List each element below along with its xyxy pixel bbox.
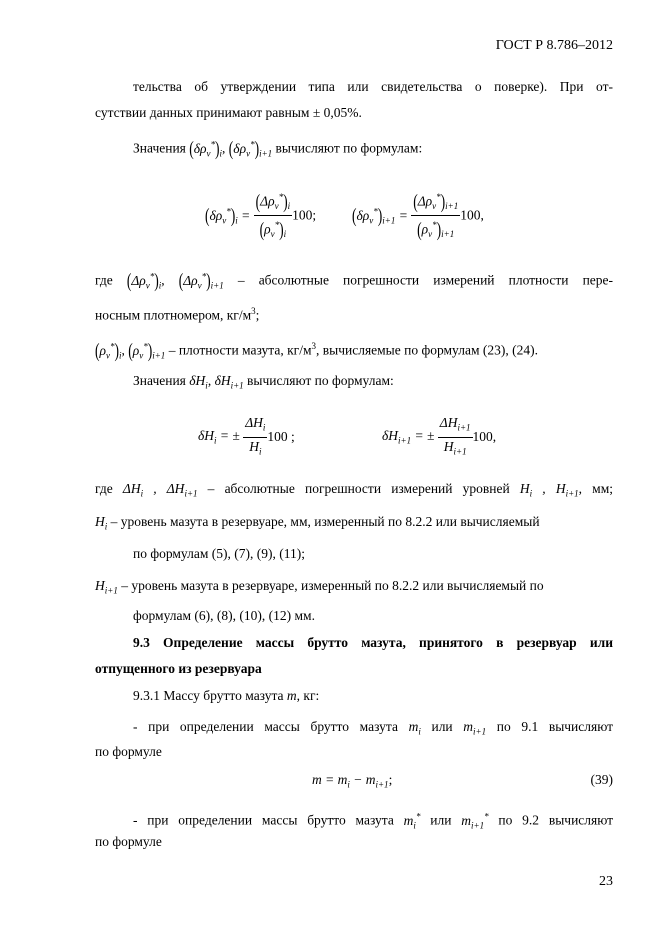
text-case-1: - при определении массы брутто мазута $m_i$ или $m_{i+1}$ по 9.1 вычисляют <box>133 719 614 737</box>
text-by-formula-1 <box>95 744 162 760</box>
math-abs-rho-i1: $(\Delta\rho_v^*)_{i+1}$ <box>178 268 224 291</box>
formula-dH-i: $\delta H_i$ = ± $\frac{\Delta H_i}{H_i}$ 100 ; <box>198 414 295 460</box>
math-rho-i: $(\rho_v^*)_i$ <box>95 338 122 361</box>
math-Hi1: $H_{i+1}$ <box>95 578 118 596</box>
semicolon: ; <box>255 307 260 323</box>
portable-densimeter-text: носным плотномером, кг/м <box>95 307 252 323</box>
text-line-6: $(\rho_v^*)_i$, $(\rho_v^*)_{i+1}$ – плотности мазута, $кг/м^3$, вычисляемые по формулам (23), (24). <box>95 338 538 361</box>
section-heading-9-3 <box>133 634 613 652</box>
text-line-1-content: тельства об утверждении типа или свидетельства о поверке). При от- <box>133 79 613 94</box>
formula-separator: ; <box>291 429 295 445</box>
gross-mass-label: 9.3.1 Массу брутто мазута <box>133 688 284 703</box>
math-delta-rho-i: $(\delta\rho_v^*)_i$ <box>189 136 223 159</box>
formulas-label-2: вычисляют по формулам: <box>247 373 394 388</box>
by-formula-label-2: по формуле <box>95 834 162 849</box>
text-line-2 <box>95 104 613 122</box>
fraction-rho-i1: $\frac{(\Delta\rho_v^*)_{i+1}}{(\rho_v^*)_{i+1}}$ <box>413 189 459 240</box>
factor-100-h: 100 <box>267 429 288 445</box>
by-formula-label: по формуле <box>95 744 162 759</box>
case-2-text: - при определении массы брутто мазута <box>133 812 394 828</box>
values-label: Значения <box>133 140 186 156</box>
math-AH: $\Delta H_i$ , $\Delta H_{i+1}$ <box>122 481 198 499</box>
level-errors-text: – абсолютные погрешности измерений уровней <box>207 481 510 496</box>
math-H-levels: $H_i$ , $H_{i+1}$ <box>519 481 579 499</box>
or-label-2: или <box>430 812 452 828</box>
fraction-rho-i: $\frac{(\Delta\rho_v^*)_i}{(\rho_v^*)_i}$ <box>255 189 291 240</box>
text-line-5: носным плотномером, $кг/м^3$; <box>95 306 260 323</box>
section-heading-line-2: отпущенного из резервуара <box>95 661 262 676</box>
equation-number-39: (39) <box>590 772 613 787</box>
where-label: где <box>95 272 113 288</box>
level-i-text: – уровень мазута в резервуаре, мм, измеренный по 8.2.2 или вычисляемый <box>110 514 540 529</box>
page-number: 23 <box>599 874 613 889</box>
math-dH-i1: $\delta H_{i+1}$ <box>214 373 244 391</box>
section-heading-9-3-cont <box>95 660 613 678</box>
text-line-12 <box>133 608 315 624</box>
formulas-even-text: формулам (6), (8), (10), (12) мм. <box>133 608 315 623</box>
math-dH-i: $\delta H_i$ <box>189 373 208 391</box>
pm-sign-2: ± <box>426 428 435 444</box>
text-line-8 <box>95 480 613 503</box>
text-by-formula-2 <box>95 834 162 850</box>
abs-errors-text: – абсолютные погрешности измерений плотности пере- <box>237 272 614 288</box>
formula-delta-rho-i1: $(\delta\rho_v^*)_{i+1}$ = $\frac{(\Delta\rho_v^*)_{i+1}}{(\rho_v^*)_{i+1}}$ 100, <box>352 188 484 243</box>
values-label-2: Значения <box>133 373 186 388</box>
standard-header: ГОСТ Р 8.786–2012 <box>495 38 613 53</box>
text-case-2: - при определении массы брутто мазута $m_i^*$ или $m_{i+1}^*$ по 9.2 вычисляют <box>133 811 614 831</box>
math-rho-i1: $(\rho_v^*)_{i+1}$ <box>128 338 166 361</box>
where-label-2: где <box>95 481 113 496</box>
kg-label: , кг: <box>296 688 320 703</box>
factor-100-comma: 100, <box>460 207 484 223</box>
text-line-3: Значения $(\delta\rho_v^*)_i$, $(\delta\rho_v^*)_{i+1}$ вычисляют по формулам: <box>133 136 423 159</box>
density-text-end: , вычисляемые по формулам (23), (24). <box>316 342 538 358</box>
mm-text: , мм; <box>578 481 614 496</box>
formulas-label: вычисляют по формулам: <box>275 140 423 156</box>
case-1-end: по 9.1 вычисляют <box>496 719 614 734</box>
math-abs-rho-i: $(\Delta\rho_v^*)_i$ <box>126 268 162 291</box>
pm-sign: ± <box>232 428 240 444</box>
section-heading-line-1: 9.3 Определение массы брутто мазута, принятого в резервуар или <box>133 635 613 650</box>
text-line-2-content: сутствии данных принимают равным ± 0,05%. <box>95 105 362 120</box>
fraction-H-i: $\frac{\Delta H_i}{H_i}$ <box>245 415 266 457</box>
text-line-7: Значения $\delta H_i$, $\delta H_{i+1}$ вычисляют по формулам: <box>133 373 394 391</box>
formulas-odd-text: по формулам (5), (7), (9), (11); <box>133 546 305 561</box>
text-line-11 <box>95 578 544 596</box>
text-line-1 <box>133 78 613 96</box>
text-line-10 <box>133 546 305 562</box>
text-9-3-1: 9.3.1 Массу брутто мазута m, кг: <box>133 688 320 703</box>
fraction-H-i1: $\frac{\Delta H_{i+1}}{H_{i+1}}$ <box>439 415 471 457</box>
math-Hi: $H_i$ <box>95 514 108 532</box>
math-delta-rho-i1: $(\delta\rho_v^*)_{i+1}$ <box>228 136 273 159</box>
case-2-end: по 9.2 вычисляют <box>498 812 614 828</box>
case-1-text: - при определении массы брутто мазута <box>133 719 398 734</box>
factor-100-h2: 100, <box>472 429 497 445</box>
factor-100: 100 <box>292 207 313 223</box>
text-line-9 <box>95 514 540 532</box>
level-i1-text: – уровень мазута в резервуаре, измеренный по 8.2.2 или вычисляемый по <box>121 578 544 593</box>
or-label: или <box>431 719 453 734</box>
equation-39: $m = m_i - m_{i+1}$; <box>312 772 393 790</box>
formula-dH-i1: $\delta H_{i+1}$ = ± $\frac{\Delta H_{i+1}}{H_{i+1}}$ 100, <box>382 414 496 460</box>
text-line-4: где $(\Delta\rho_v^*)_i$, $(\Delta\rho_v^*)_{i+1}$ – абсолютные погрешности измерений плотности пере- <box>95 268 614 291</box>
density-text: – плотности мазута, кг/м <box>168 342 312 358</box>
formula-delta-rho-i: $(\delta\rho_v^*)_i$ = $\frac{(\Delta\rho_v^*)_i}{(\rho_v^*)_i}$ 100; <box>205 188 316 243</box>
